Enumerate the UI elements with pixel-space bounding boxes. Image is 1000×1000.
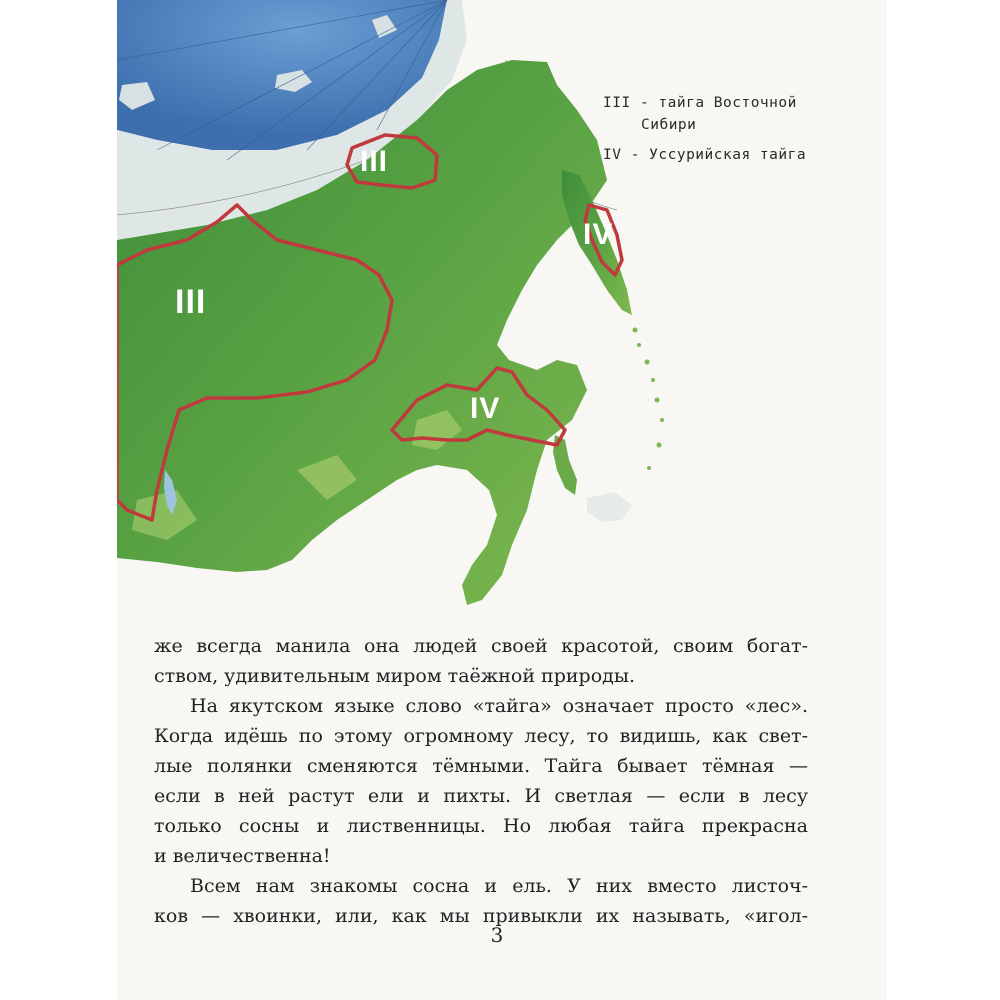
region-label-iii-north: III: [360, 145, 389, 178]
text-line: лые полянки сменяются тёмными. Тайга бывает тёмная —: [154, 755, 808, 777]
text-line: ков — хвоинки, или, как мы привыкли их называть, «игол-: [154, 905, 808, 927]
text-line: только сосны и лиственницы. Но любая тайга прекрасна: [154, 815, 808, 837]
legend-numeral: IV: [603, 147, 622, 163]
body-text: [154, 631, 808, 931]
legend-numeral: III: [603, 95, 631, 111]
text-line: ством, удивительным миром таёжной природы.: [154, 665, 636, 687]
text-line: Всем нам знакомы сосна и ель. У них вместо листоч-: [190, 875, 808, 897]
region-label-iii-main: III: [175, 283, 207, 321]
legend-text: - тайга Восточной: [639, 95, 797, 111]
text-line: Когда идёшь по этому огромному лесу, то видишь, как свет-: [154, 725, 808, 747]
text-line: и величественна!: [154, 845, 331, 867]
region-label-iv-kamchatka: IV: [583, 218, 614, 251]
text-line: На якутском языке слово «тайга» означает просто «лес».: [190, 695, 808, 717]
legend-text: - Уссурийская тайга: [630, 147, 807, 163]
legend-item-iii: [603, 92, 806, 114]
book-page: [117, 0, 887, 1000]
legend-item-iv: [603, 144, 806, 166]
text-line: если в ней растут ели и пихты. И светлая — если в лесу: [154, 785, 808, 807]
map-legend: [603, 92, 806, 166]
region-label-iv-ussuri: IV: [470, 392, 501, 425]
legend-continuation: Сибири: [641, 117, 697, 133]
text-line: же всегда манила она людей своей красотой, своим богат-: [154, 635, 808, 657]
hokkaido: [587, 492, 632, 522]
page-number: 3: [490, 923, 504, 947]
